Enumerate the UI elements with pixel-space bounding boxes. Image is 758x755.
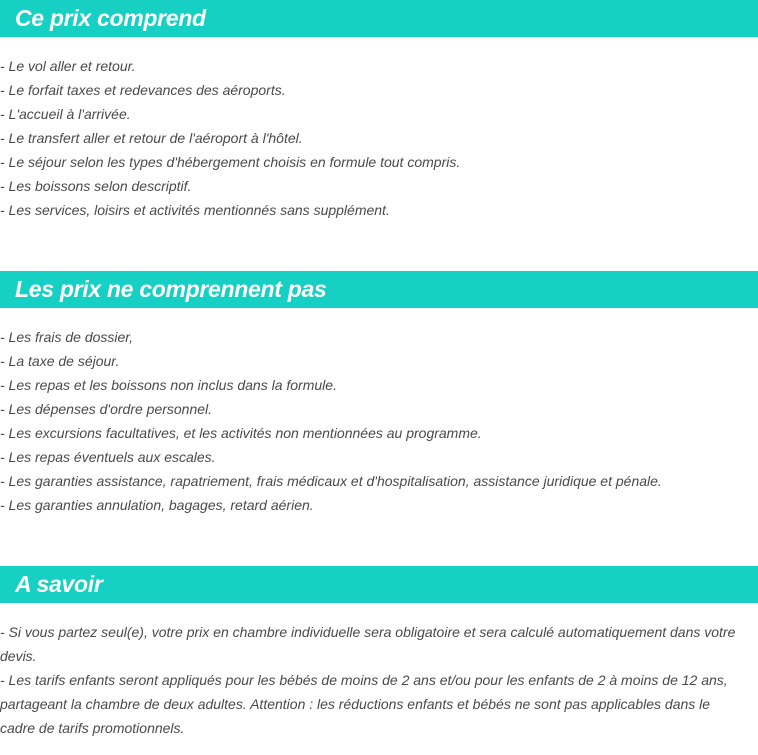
- list-item: - Les services, loisirs et activités mentionnés sans supplément.: [0, 202, 390, 218]
- section-header-included: [0, 0, 758, 37]
- section-title-included: Ce prix comprend: [15, 5, 206, 31]
- good-to-know-list: [0, 603, 758, 740]
- list-item: - Les repas éventuels aux escales.: [0, 449, 216, 465]
- section-header-not-included: [0, 271, 758, 308]
- list-item: - L'accueil à l'arrivée.: [0, 106, 131, 122]
- list-item: - Le séjour selon les types d'hébergement choisis en formule tout compris.: [0, 154, 461, 170]
- list-item: - Le vol aller et retour.: [0, 58, 136, 74]
- list-item: - Les excursions facultatives, et les activités non mentionnées au programme.: [0, 425, 482, 441]
- list-item: - Les repas et les boissons non inclus dans la formule.: [0, 377, 337, 393]
- list-item: - Si vous partez seul(e), votre prix en chambre individuelle sera obligatoire et sera calculé automatiquement dans votre devis.: [0, 624, 736, 664]
- list-item: - Les boissons selon descriptif.: [0, 178, 192, 194]
- not-included-list: [0, 308, 758, 566]
- list-item: - La taxe de séjour.: [0, 353, 120, 369]
- included-list: [0, 37, 758, 271]
- list-item: - Les dépenses d'ordre personnel.: [0, 401, 213, 417]
- list-item: - Les tarifs enfants seront appliqués pour les bébés de moins de 2 ans et/ou pour les enfants de 2 à moins de 12 ans, partageant la chambre de deux adultes. Attention : les réductions enfants et bébés ne sont pas applicables dans le cadre de tarifs promotionnels.: [0, 672, 728, 736]
- list-item: - Le transfert aller et retour de l'aéroport à l'hôtel.: [0, 130, 303, 146]
- list-item: - Le forfait taxes et redevances des aéroports.: [0, 82, 286, 98]
- list-item: - Les garanties assistance, rapatriement, frais médicaux et d'hospitalisation, assistance juridique et pénale.: [0, 473, 662, 489]
- section-title-good-to-know: A savoir: [15, 571, 103, 597]
- list-item: - Les frais de dossier,: [0, 329, 134, 345]
- section-header-good-to-know: [0, 566, 758, 603]
- list-item: - Les garanties annulation, bagages, retard aérien.: [0, 497, 314, 513]
- section-title-not-included: Les prix ne comprennent pas: [15, 276, 327, 302]
